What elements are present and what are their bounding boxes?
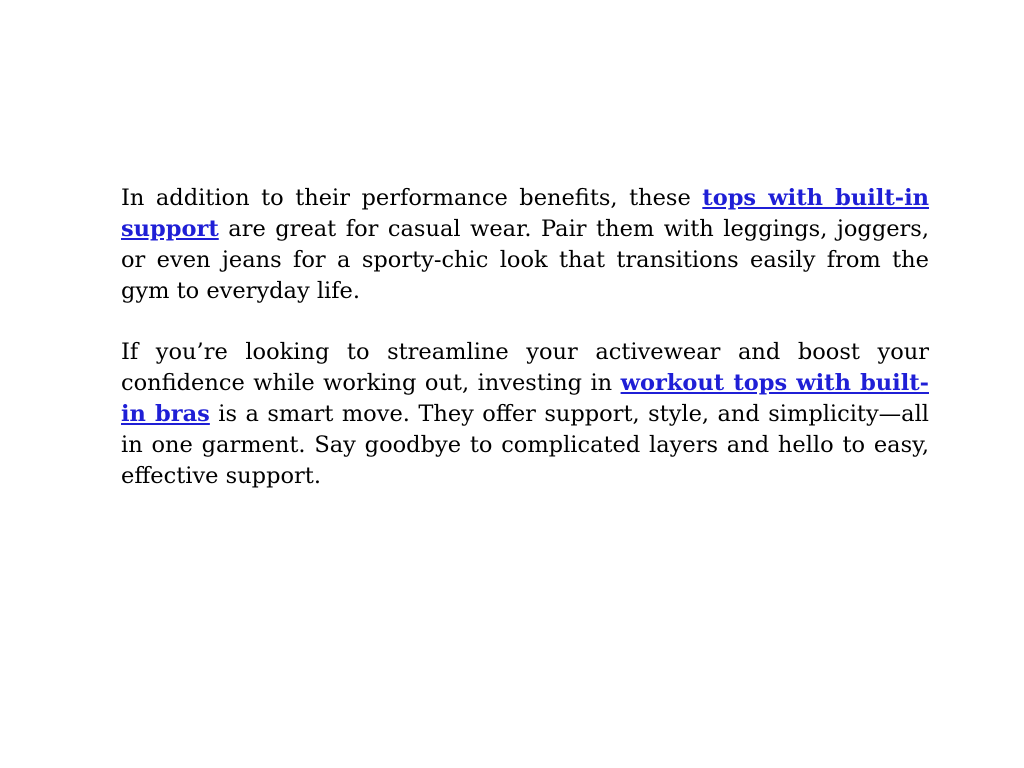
text-body bbox=[121, 183, 929, 522]
link-workout-tops-with-built-in-bras[interactable]: workout tops with built-in bras bbox=[121, 370, 929, 427]
paragraph-1-text-after: are great for casual wear. Pair them with leggings, joggers, or even jeans for a sporty-chic look that transitions easily from the gym to everyday life. bbox=[121, 216, 929, 304]
paragraph-1-text-before: In addition to their performance benefits, these bbox=[121, 185, 703, 211]
paragraph-2-text-before: If you’re looking to streamline your activewear and boost your confidence while working out, investing in bbox=[121, 339, 929, 396]
link-tops-with-built-in-support[interactable]: tops with built-in support bbox=[121, 185, 929, 242]
paragraph-1 bbox=[121, 183, 929, 307]
paragraph-2-text-after: is a smart move. They offer support, style, and simplicity—all in one garment. Say goodbye to complicated layers and hello to easy, effective support. bbox=[121, 401, 929, 489]
paragraph-2 bbox=[121, 337, 929, 492]
